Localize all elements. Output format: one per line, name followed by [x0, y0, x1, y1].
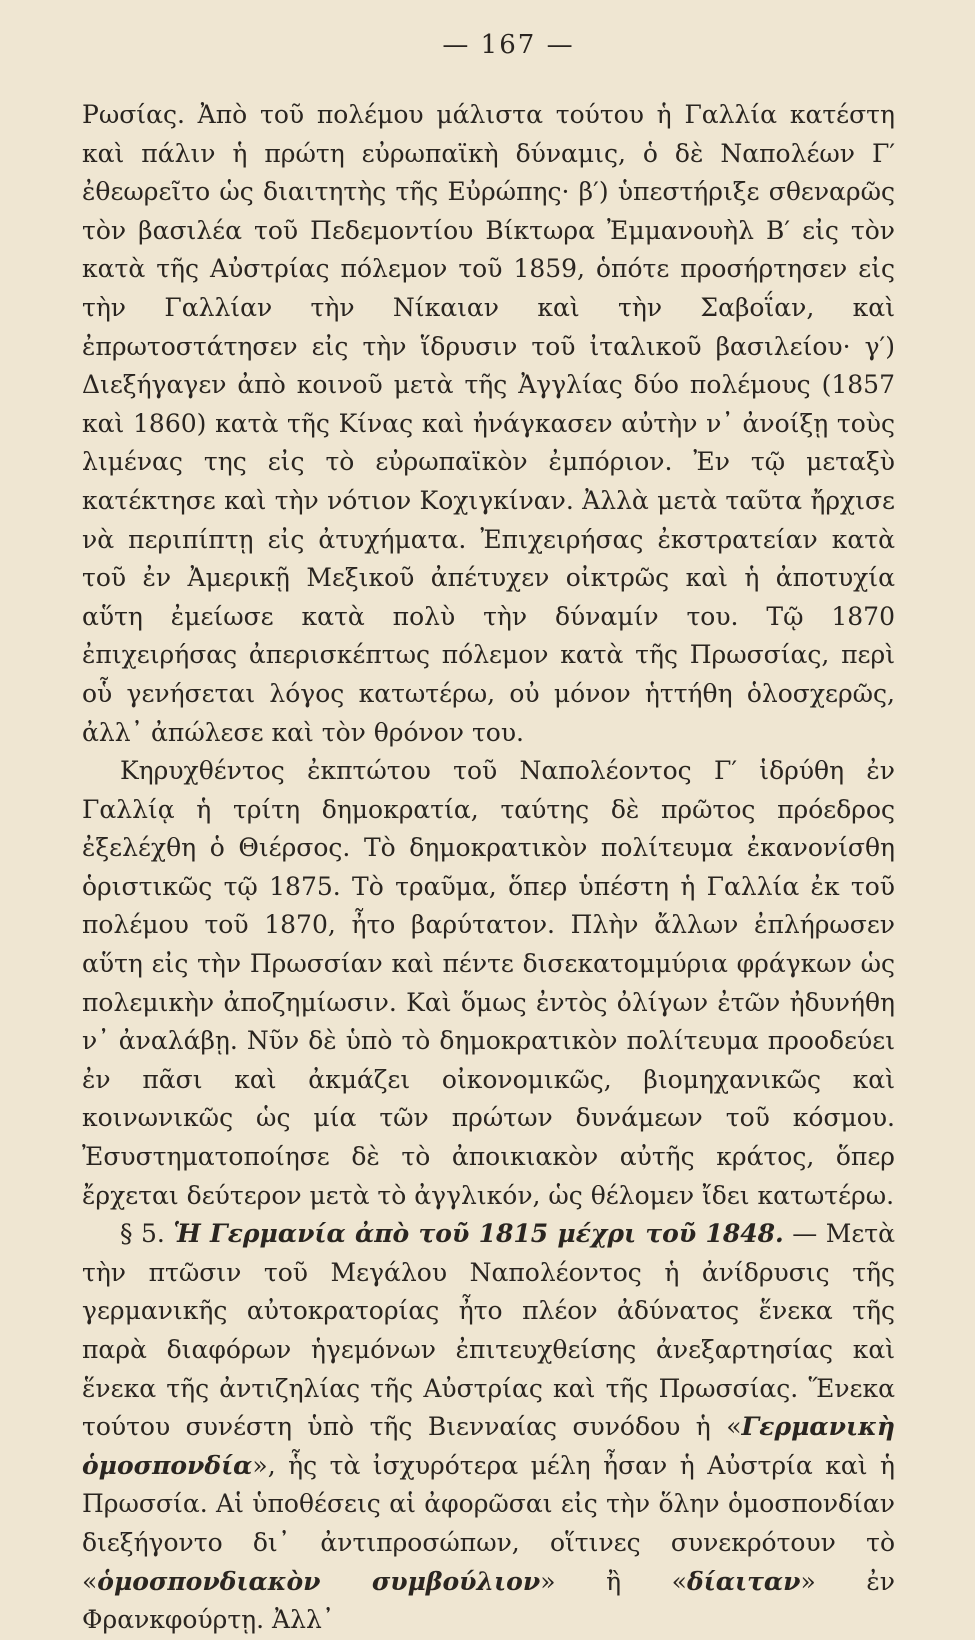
section-mark: § 5.	[120, 1219, 165, 1249]
term-federal-council: ὁμοσπονδιακὸν συμβούλιον	[97, 1566, 541, 1596]
paragraph-3-text-a: — Μετὰ τὴν πτῶσιν τοῦ Μεγάλου Ναπολέοντος ἡ ἀνίδρυσις τῆς γερμανικῆς αὐτοκρατορίας ἦτο πλέον ἀδύνατος ἕνεκα τῆς παρὰ διαφόρων ἡγεμόνων ἐπιτευχθείσης ἀνεξαρτησίας καὶ ἕνεκα τῆς ἀντιζηλίας τῆς Αὐστρίας καὶ τῆς Πρωσσίας. Ἕνεκα τούτου συνέστη ὑπὸ τῆς Βιενναίας συνόδου ἡ «	[82, 1219, 895, 1442]
paragraph-1: Ρωσίας. Ἀπὸ τοῦ πολέμου μάλιστα τούτου ἡ Γαλλία κατέστη καὶ πάλιν ἡ πρώτη εὐρωπαϊκὴ δύναμις, ὁ δὲ Ναπολέων Γ′ ἐθεωρεῖτο ὡς διαιτητὴς τῆς Εὐρώπης· β′) ὑπεστήριξε σθεναρῶς τὸν βασιλέα τοῦ Πεδεμοντίου Βίκτωρα Ἐμμανουὴλ Β′ εἰς τὸν κατὰ τῆς Αὐστρίας πόλεμον τοῦ 1859, ὁπότε προσήρτησεν εἰς τὴν Γαλλίαν τὴν Νίκαιαν καὶ τὴν Σαβοΐαν, καὶ ἐπρωτοστάτησεν εἰς τὴν ἵδρυσιν τοῦ ἰταλικοῦ βασιλείου· γ′) Διεξήγαγεν ἀπὸ κοινοῦ μετὰ τῆς Ἀγγλίας δύο πολέμους (1857 καὶ 1860) κατὰ τῆς Κίνας καὶ ἠνάγκασεν αὐτὴν ν᾿ ἀνοίξῃ τοὺς λιμένας της εἰς τὸ εὐρωπαϊκὸν ἐμπόριον. Ἐν τῷ μεταξὺ κατέκτησε καὶ τὴν νότιον Κοχιγκίναν. Ἀλλὰ μετὰ ταῦτα ἤρχισε νὰ περιπίπτῃ εἰς ἀτυχήματα. Ἐπιχειρήσας ἐκστρατείαν κατὰ τοῦ ἐν Ἀμερικῇ Μεξικοῦ ἀπέτυχεν οἰκτρῶς καὶ ἡ ἀποτυχία αὕτη ἐμείωσε κατὰ πολὺ τὴν δύναμίν του. Τῷ 1870 ἐπιχειρήσας ἀπερισκέπτως πόλεμον κατὰ τῆς Πρωσσίας, περὶ οὗ γενήσεται λόγος κατωτέρω, οὐ μόνον ἡττήθη ὁλοσχερῶς, ἀλλ᾿ ἀπώλεσε καὶ τὸν θρόνον του.	[82, 100, 895, 747]
paragraph-3-text-b: », ἧς τὰ ἰσχυρότερα μέλη ἦσαν ἡ Αὐστρία καὶ ἡ Πρωσσία. Αἱ ὑποθέσεις αἱ ἀφορῶσαι εἰς τὴν ὅλην ὁμοσπονδίαν διεξήγοντο δι᾿ ἀντιπροσώπων, οἵτινες συνεκρότουν τὸ «	[82, 1450, 895, 1596]
term-german-confederation: Γερμανικὴ ὁμοσπονδία	[82, 1412, 895, 1480]
paragraph-3-text-c: » ἢ «	[540, 1566, 687, 1596]
paragraph-2: Κηρυχθέντος ἐκπτώτου τοῦ Ναπολέοντος Γ′ ἱδρύθη ἐν Γαλλίᾳ ἡ τρίτη δημοκρατία, ταύτης δὲ πρῶτος πρόεδρος ἐξελέχθη ὁ Θιέρσος. Τὸ δημοκρατικὸν πολίτευμα ἐκανονίσθη ὁριστικῶς τῷ 1875. Τὸ τραῦμα, ὅπερ ὑπέστη ἡ Γαλλία ἐκ τοῦ πολέμου τοῦ 1870, ἦτο βαρύτατον. Πλὴν ἄλλων ἐπλήρωσεν αὕτη εἰς τὴν Πρωσσίαν καὶ πέντε δισεκατομμύρια φράγκων ὡς πολεμικὴν ἀποζημίωσιν. Καὶ ὅμως ἐντὸς ὀλίγων ἐτῶν ἠδυνήθη ν᾿ ἀναλάβῃ. Νῦν δὲ ὑπὸ τὸ δημοκρατικὸν πολίτευμα προοδεύει ἐν πᾶσι καὶ ἀκμάζει οἰκονομικῶς, βιομηχανικῶς καὶ κοινωνικῶς ὡς μία τῶν πρώτων δυνάμεων τοῦ κόσμου. Ἐσυστηματοποίησε δὲ τὸ ἀποικιακὸν αὐτῆς κράτος, ὅπερ ἔρχεται δεύτερον μετὰ τὸ ἀγγλικόν, ὡς θέλομεν ἴδει κατωτέρω.	[82, 756, 895, 1210]
body-text	[82, 96, 895, 1640]
section-heading: Ἡ Γερμανία ἀπὸ τοῦ 1815 μέχρι τοῦ 1848.	[173, 1219, 784, 1249]
paragraph-3-text-d: » ἐν Φρανκφούρτῃ. Ἀλλ᾿	[82, 1566, 895, 1635]
term-diet: δίαιταν	[686, 1566, 801, 1596]
paragraph-3	[82, 1215, 895, 1640]
page-number: — 167 —	[442, 30, 575, 60]
